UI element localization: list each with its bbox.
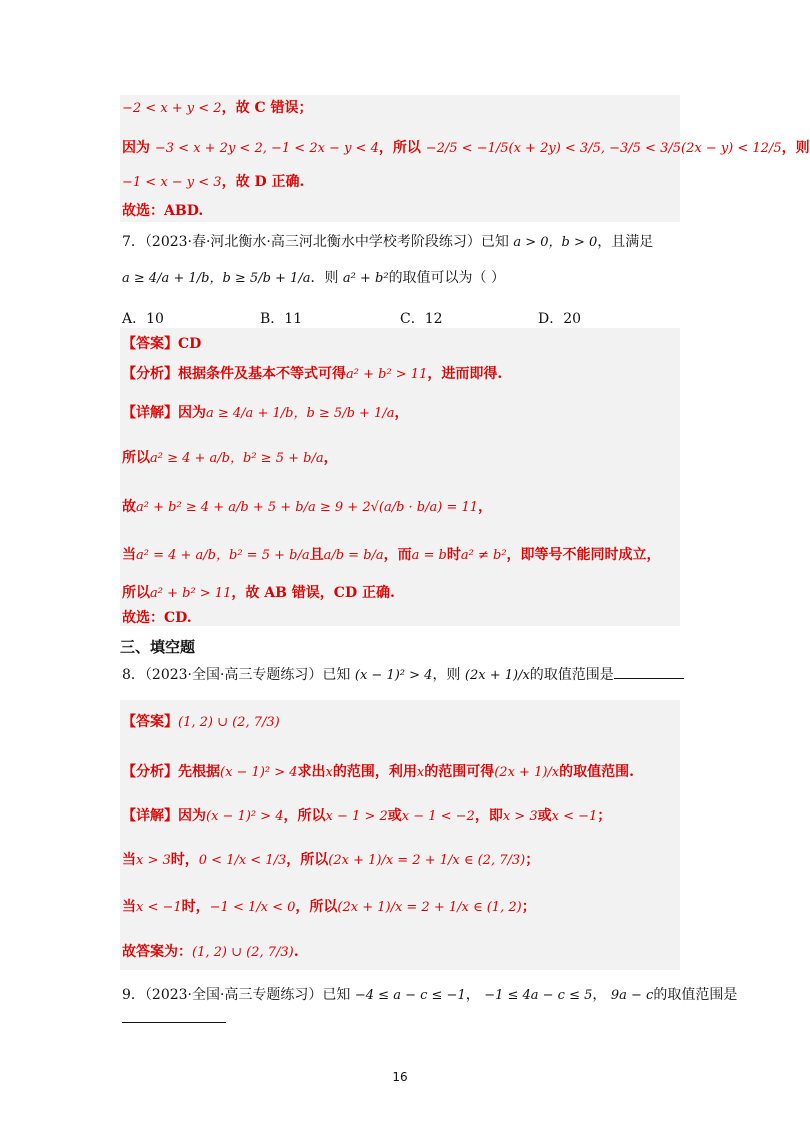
solution-text: ，所以 [283,808,326,824]
question-text: ， [592,987,607,1003]
answer-8 [122,712,280,733]
solution-line [122,172,304,193]
solution-text: 【详解】因为 [122,405,206,421]
solution-text: ，而 [383,547,412,563]
page-number: 16 [392,1070,408,1084]
solution-text: 故选：ABD. [122,203,204,219]
question-7-line-2 [122,268,505,289]
math-expression: a² + b² > 11 [346,367,428,382]
detail-7-line-1 [122,403,408,424]
solution-text: 【详解】因为 [122,808,206,824]
detail-8-line-4 [122,942,299,963]
solution-text: 故 [122,499,136,515]
answer-blank [614,664,684,679]
detail-8-line-2 [122,850,539,871]
solution-text: 【分析】根据条件及基本不等式可得 [122,366,346,382]
solution-text: 的范围，利用 [332,764,417,780]
question-text: ， [465,987,480,1003]
solution-text: 所以 [122,585,150,601]
math-expression: −1 < 1/x < 0 [209,900,296,915]
math-expression: a ≥ 4/a + 1/b，b ≥ 5/b + 1/a [206,406,395,421]
math-expression: a² = 4 + a/b，b² = 5 + b/a [136,548,310,563]
solution-line [122,98,312,119]
question-7-line-1 [122,232,653,253]
math-expression: (x − 1)² > 4 [220,765,298,780]
math-expression: 9a − c [610,988,654,1003]
solution-box-8 [120,700,680,970]
solution-text: ，即 [474,808,503,824]
math-expression: x [416,765,425,780]
solution-text: 或 [537,808,552,824]
question-9 [122,985,737,1006]
option-a: A．10 [122,311,164,327]
math-expression: −1 < x − y < 3 [122,175,222,190]
analysis-7 [122,364,502,385]
math-expression: (2x + 1)/x = 2 + 1/x ∈ (2, 7/3) [328,853,526,868]
question-text: ，则 [432,667,461,683]
question-text: 8．（2023·全国·高三专题练习）已知 [122,667,351,683]
math-expression: x > 3 [502,809,538,824]
detail-7-line-5 [122,583,395,604]
math-expression: 0 < 1/x < 1/3 [198,853,287,868]
solution-text: ，故 C 错误； [221,100,313,116]
solution-text: ； [597,808,612,824]
math-expression: −2/5 < −1/5(x + 2y) < 3/5, −3/5 < 3/5(2x − y) < 12/5 [425,141,782,156]
question-text: 9．（2023·全国·高三专题练习）已知 [122,987,351,1003]
math-expression: a² + b² ≥ 4 + a/b + 5 + b/a ≥ 9 + 2√(a/b · b/a) = 11 [136,500,479,515]
math-expression: a² + b² > 11 [150,586,232,601]
math-expression: a/b = b/a [323,548,384,563]
analysis-8 [122,762,634,783]
section-title: 三、填空题 [120,638,196,656]
solution-text: 当 [122,547,136,563]
option-c: C．12 [400,311,443,327]
solution-text: 的范围可得 [424,764,495,780]
detail-7-line-2 [122,448,338,469]
math-expression: (2x + 1)/x [464,668,530,683]
solution-text: ，所以 [378,140,421,156]
solution-text: ，即等号不能同时成立， [506,547,661,563]
math-expression: a = b [411,548,447,563]
solution-text: 【分析】先根据 [122,764,220,780]
solution-line [122,138,810,159]
solution-text: ，进而即得. [427,366,503,382]
solution-text: . [293,944,299,960]
solution-text: ，故 D 正确. [221,174,305,190]
math-expression: (x − 1)² > 4 [206,809,284,824]
math-expression: a > 0，b > 0 [513,235,598,250]
question-text: ，且满足 [597,234,654,250]
math-expression: x − 1 < −2 [401,809,475,824]
answer-7: 【答案】CD [122,336,202,352]
math-expression: −3 < x + 2y < 2, −1 < 2x − y < 4 [154,141,379,156]
math-expression: a² + b² [342,271,389,286]
detail-7-line-4 [122,545,661,566]
math-expression: (2x + 1)/x = 2 + 1/x ∈ (1, 2) [337,900,522,915]
detail-8-line-3 [122,897,536,918]
math-expression: −2 < x + y < 2 [122,101,222,116]
math-expression: x [325,765,333,780]
solution-text: ； [521,899,536,915]
question-text: ．则 [310,270,339,286]
solution-text: 当 [122,852,136,868]
detail-7-line-6: 故选：CD. [122,610,192,626]
math-expression: −1 ≤ 4a − c ≤ 5 [484,988,593,1003]
solution-text: ，所以 [286,852,329,868]
math-expression: −4 ≤ a − c ≤ −1 [354,988,466,1003]
solution-text: ， [323,450,338,466]
math-expression: (1, 2) ∪ (2, 7/3) [178,715,280,730]
math-expression: a² ≥ 4 + a/b，b² ≥ 5 + b/a [150,451,324,466]
solution-text: ； [525,852,540,868]
solution-line [122,201,203,221]
math-expression: a² ≠ b² [460,548,507,563]
solution-text: 求出 [297,764,326,780]
math-expression: (1, 2) ∪ (2, 7/3) [192,945,294,960]
solution-text: 因为 [122,140,150,156]
math-expression: x < −1 [551,809,598,824]
solution-text: ，故 AB 错误，CD 正确. [231,585,395,601]
math-expression: a ≥ 4/a + 1/b，b ≥ 5/b + 1/a [122,271,311,286]
question-text: 7．（2023·春·河北衡水·高三河北衡水中学校考阶段练习）已知 [122,234,509,250]
solution-text: 或 [387,808,402,824]
option-d: D．20 [538,311,582,327]
math-expression: (2x + 1)/x [494,765,560,780]
detail-8-line-1 [122,806,611,827]
question-text: 的取值范围是 [653,987,738,1003]
math-expression: x > 3 [136,853,171,868]
solution-text: 时， [170,852,199,868]
solution-text: 故答案为： [122,944,192,960]
solution-text: ， [394,405,409,421]
solution-text: 的取值范围. [559,764,634,780]
answer-blank [122,1008,226,1023]
question-text: 的取值可以为（ ） [388,270,506,286]
solution-text: ，所以 [295,899,338,915]
question-8 [122,664,684,686]
math-expression: x < −1 [136,900,182,915]
solution-text: 当 [122,899,136,915]
solution-text: 所以 [122,450,150,466]
solution-text: 【答案】 [122,714,178,730]
detail-7-line-3 [122,497,492,518]
solution-text: ， [478,499,493,515]
math-expression: x − 1 > 2 [325,809,388,824]
question-9-blank-line [122,1008,226,1029]
solution-text: ，则 [781,140,810,156]
solution-text: 且 [309,547,324,563]
option-b: B．11 [260,311,303,327]
solution-text: 时， [181,899,210,915]
question-text: 的取值范围是 [529,667,614,683]
math-expression: (x − 1)² > 4 [354,668,433,683]
solution-text: 时 [446,547,461,563]
